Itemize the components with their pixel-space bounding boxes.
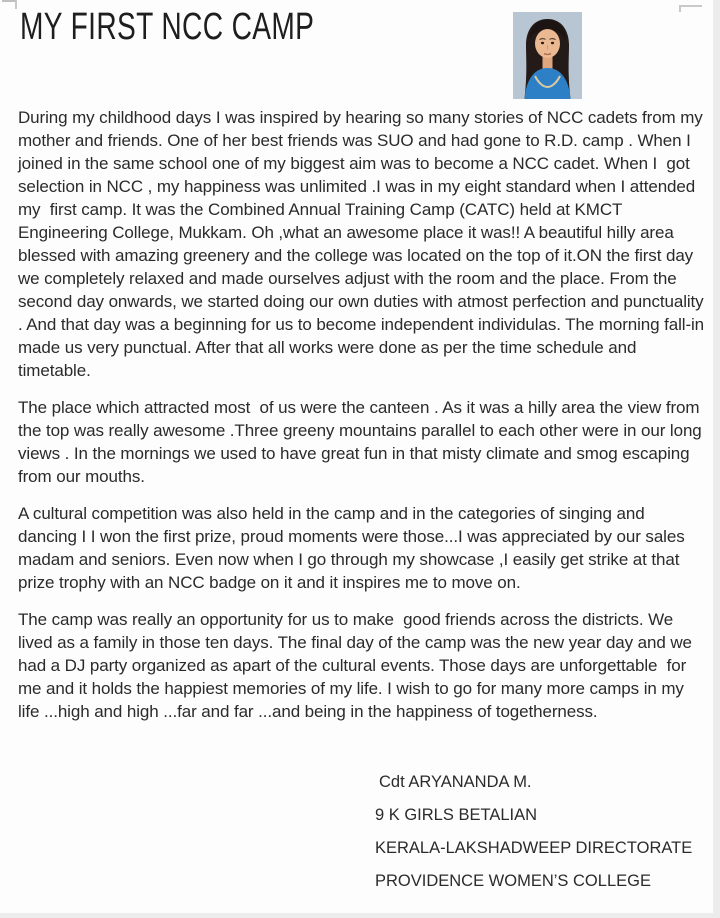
page-title: MY FIRST NCC CAMP <box>20 6 315 48</box>
essay-paragraph-1: During my childhood days I was inspired by hearing so many stories of NCC cadets from my mother and friends. One of her best friends was SUO and had gone to R.D. camp . When I joined in the same school one of my biggest aim was to become a NCC cadet. When I got selection in NCC , my happiness was unlimited .I was in my eight standard when I attended my first camp. It was the Combined Annual Training Camp (CATC) held at KMCT Engineering College, Mukkam. Oh ,what an awesome place it was!! A beautiful hilly area blessed with amazing greenery and the college was located on the top of it.ON the first day we completely relaxed and made ourselves adjust with the room and the place. From the second day onwards, we started doing our own duties with atmost perfection and punctuality . And that day was a beginning for us to become independent individulas. The morning fall-in made us very punctual. After that all works were done as per the time schedule and timetable. <box>18 108 709 380</box>
signature-college: PROVIDENCE WOMEN’S COLLEGE <box>375 872 651 890</box>
page-corner-mark-right <box>679 5 702 12</box>
signature-battalion: 9 K GIRLS BETALIAN <box>375 806 538 824</box>
essay-paragraph-3: A cultural competition was also held in the camp and in the categories of singing and dancing I I won the first prize, proud moments were those...I was appreciated by our sales madam and seniors. Even now when I go through my showcase ,I easily get strike at that prize trophy with an NCC badge on it and it inspires me to move on. <box>18 504 690 592</box>
essay-body <box>18 106 708 737</box>
cadet-portrait-photo <box>513 12 582 99</box>
signature-directorate: KERALA-LAKSHADWEEP DIRECTORATE <box>375 839 693 857</box>
page-corner-mark-left <box>2 0 17 9</box>
portrait-photo-graphic <box>513 12 582 99</box>
page-bottom-edge <box>0 913 720 918</box>
signature-name: Cdt ARYANANDA M. <box>379 773 532 791</box>
signature-block <box>375 766 692 898</box>
essay-paragraph-2: The place which attracted most of us were the canteen . As it was a hilly area the view from the top was really awesome .Three greeny mountains parallel to each other were in our long views . In the mornings we used to have great fun in that misty climate and smog escaping from our mouths. <box>18 398 707 486</box>
essay-paragraph-4: The camp was really an opportunity for us to make good friends across the districts. We lived as a family in those ten days. The final day of the camp was the new year day and we had a DJ party organized as apart of the cultural events. Those days are unforgettable for me and it holds the happiest memories of my life. I wish to go for many more camps in my life ...high and high ...far and far ...and being in the happiness of togetherness. <box>18 610 697 721</box>
